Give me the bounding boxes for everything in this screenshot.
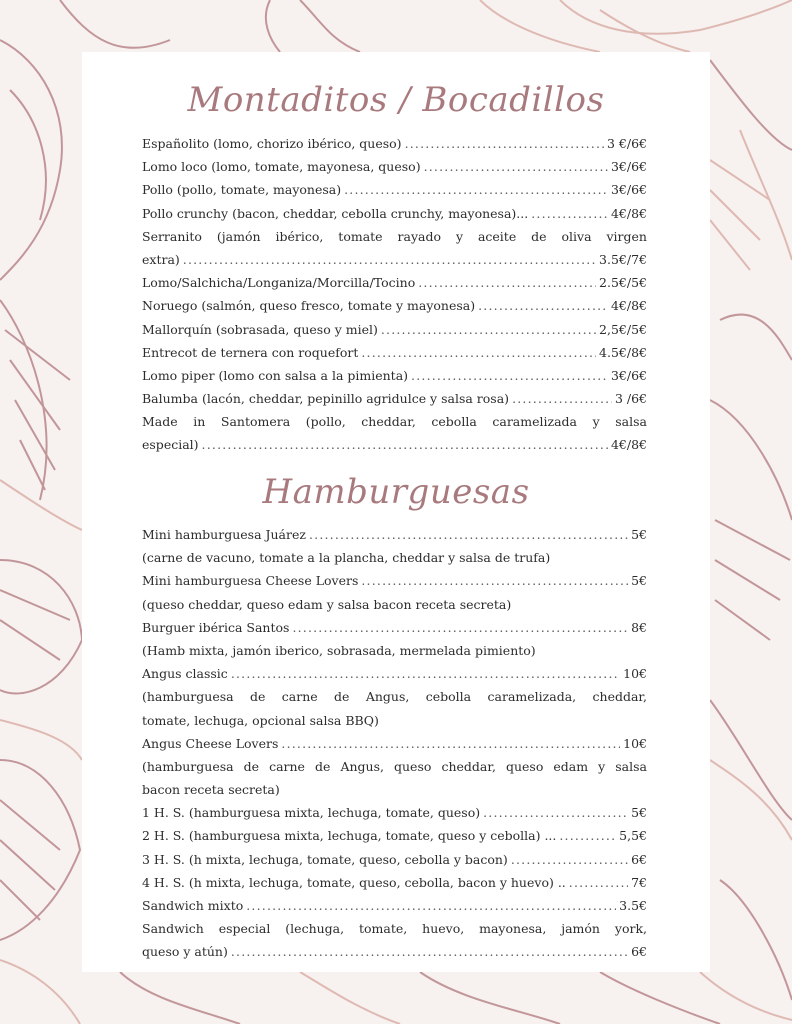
menu-item-name: Lomo loco (lomo, tomate, mayonesa, queso) <box>142 159 421 175</box>
menu-item-name: Angus Cheese Lovers <box>142 735 279 751</box>
dot-leader <box>381 318 596 341</box>
menu-item-price: 4€/8€ <box>610 437 647 453</box>
dot-leader <box>418 271 596 294</box>
dot-leader <box>511 848 628 871</box>
menu-item-text: Made in Santomera (pollo, cheddar, cebolla caramelizada y salsa <box>142 414 647 430</box>
menu-item <box>142 801 647 824</box>
dot-leader <box>569 871 628 894</box>
dot-leader <box>231 940 628 963</box>
menu-item <box>142 202 647 225</box>
menu-item-price: 3 €/6€ <box>607 136 647 151</box>
menu-item-name: Mini hamburguesa Juárez <box>142 527 306 542</box>
menu-item <box>142 940 647 963</box>
menu-item-price: 3 /6€ <box>614 391 647 407</box>
menu-item <box>142 569 647 592</box>
menu-item-name: 1 H. S. (hamburguesa mixta, lechuga, tomate, queso) <box>142 805 481 821</box>
menu-item-name: Lomo piper (lomo con salsa a la pimienta) <box>142 367 409 383</box>
dot-leader <box>405 132 604 155</box>
dot-leader <box>512 387 612 410</box>
dot-leader <box>411 364 608 387</box>
menu-item-price: 2,5€/5€ <box>599 321 647 337</box>
menu-item-price: 8€ <box>631 619 647 635</box>
dot-leader <box>344 178 608 201</box>
menu-item-name: Balumba (lacón, cheddar, pepinillo agridulce y salsa rosa) <box>142 391 510 407</box>
section-title-hamburguesas: Hamburguesas <box>262 472 530 512</box>
menu-item-price: 5€ <box>631 805 647 821</box>
menu-item <box>142 433 647 456</box>
menu-item-description: (carne de vacuno, tomate a la plancha, cheddar y salsa de trufa) <box>142 550 551 566</box>
dot-leader <box>292 616 628 639</box>
menu-item-price: 5€ <box>631 573 647 589</box>
menu-item-price: 10€ <box>623 666 647 682</box>
menu-item-name: 2 H. S. (hamburguesa mixta, lechuga, tomate, queso y cebolla) ... <box>142 828 557 844</box>
dot-leader <box>281 732 620 755</box>
menu-item-name: Pollo crunchy (bacon, cheddar, cebolla crunchy, mayonesa)... <box>142 205 529 221</box>
menu-panel <box>82 52 710 972</box>
dot-leader <box>183 248 596 271</box>
menu-item-price: 10€ <box>623 735 647 751</box>
menu-item <box>142 341 647 364</box>
menu-item <box>142 848 647 871</box>
menu-item-name: extra) <box>142 251 180 267</box>
menu-item <box>142 132 647 155</box>
menu-item <box>142 364 647 387</box>
menu-item <box>142 294 647 317</box>
menu-item-price: 4€/8€ <box>610 205 647 221</box>
menu-item <box>142 894 647 917</box>
menu-item-text: (hamburguesa de carne de Angus, cebolla caramelizada, cheddar, <box>142 689 647 705</box>
menu-item <box>142 824 647 847</box>
menu-item <box>142 248 647 271</box>
menu-item-name: Sandwich mixto <box>142 898 244 913</box>
dot-leader <box>231 662 620 685</box>
menu-item-price: 7€ <box>631 874 647 890</box>
menu-item-name: Lomo/Salchicha/Longaniza/Morcilla/Tocino <box>142 275 416 291</box>
dot-leader <box>531 202 608 225</box>
menu-item <box>142 662 647 685</box>
menu-item-price: 3.5€/7€ <box>599 251 647 267</box>
menu-item-name: Angus classic <box>142 666 228 682</box>
menu-item <box>142 871 647 894</box>
menu-item-price: 2.5€/5€ <box>599 275 647 291</box>
menu-item-name: Entrecot de ternera con roquefort <box>142 344 359 360</box>
menu-item-name: 4 H. S. (h mixta, lechuga, tomate, queso, cebolla, bacon y huevo) .. <box>142 874 566 890</box>
menu-item <box>142 523 647 546</box>
menu-item-name: queso y atún) <box>142 944 228 960</box>
section-title-montaditos: Montaditos / Bocadillos <box>187 80 605 120</box>
menu-item <box>142 155 647 178</box>
menu-item <box>142 178 647 201</box>
menu-item-price: 3€/6€ <box>610 182 647 198</box>
menu-list-montaditos <box>142 132 647 457</box>
menu-item-description: (Hamb mixta, jamón iberico, sobrasada, mermelada pimiento) <box>142 642 536 658</box>
menu-item <box>142 271 647 294</box>
menu-item <box>142 732 647 755</box>
dot-leader <box>361 341 596 364</box>
menu-item-price: 5,5€ <box>619 828 647 844</box>
menu-item-price: 3.5€ <box>619 898 647 913</box>
menu-item-description: bacon receta secreta) <box>142 782 280 798</box>
menu-item-description: tomate, lechuga, opcional salsa BBQ) <box>142 712 379 728</box>
dot-leader <box>309 523 628 546</box>
menu-list-hamburguesas <box>142 523 647 964</box>
menu-item-name: Mallorquín (sobrasada, queso y miel) <box>142 321 378 337</box>
menu-item-price: 5€ <box>631 527 647 542</box>
menu-item-text: (hamburguesa de carne de Angus, queso cheddar, queso edam y salsa <box>142 758 647 774</box>
menu-item <box>142 318 647 341</box>
menu-item-price: 4.5€/8€ <box>599 344 647 360</box>
menu-item <box>142 616 647 639</box>
menu-item-description: (queso cheddar, queso edam y salsa bacon receta secreta) <box>142 596 512 612</box>
menu-item-price: 3€/6€ <box>610 159 647 175</box>
menu-item-price: 4€/8€ <box>610 298 647 314</box>
menu-item-text: Serranito (jamón ibérico, tomate rayado y aceite de oliva virgen <box>142 228 647 244</box>
dot-leader <box>424 155 608 178</box>
dot-leader <box>559 824 616 847</box>
dot-leader <box>483 801 628 824</box>
menu-item-name: Noruego (salmón, queso fresco, tomate y mayonesa) <box>142 298 476 314</box>
menu-item-price: 6€ <box>631 944 647 960</box>
menu-item-name: Españolito (lomo, chorizo ibérico, queso) <box>142 136 402 151</box>
menu-item-name: Pollo (pollo, tomate, mayonesa) <box>142 182 342 198</box>
menu-item <box>142 387 647 410</box>
menu-item-price: 3€/6€ <box>610 367 647 383</box>
menu-item-text: Sandwich especial (lechuga, tomate, huevo, mayonesa, jamón york, <box>142 921 647 937</box>
menu-item-name: Burguer ibérica Santos <box>142 619 290 635</box>
menu-item-name: Mini hamburguesa Cheese Lovers <box>142 573 359 589</box>
menu-item-name: especial) <box>142 437 199 453</box>
dot-leader <box>478 294 608 317</box>
menu-item-name: 3 H. S. (h mixta, lechuga, tomate, queso, cebolla y bacon) <box>142 851 508 867</box>
menu-item-price: 6€ <box>631 851 647 867</box>
dot-leader <box>246 894 616 917</box>
dot-leader <box>202 433 608 456</box>
dot-leader <box>361 569 628 592</box>
